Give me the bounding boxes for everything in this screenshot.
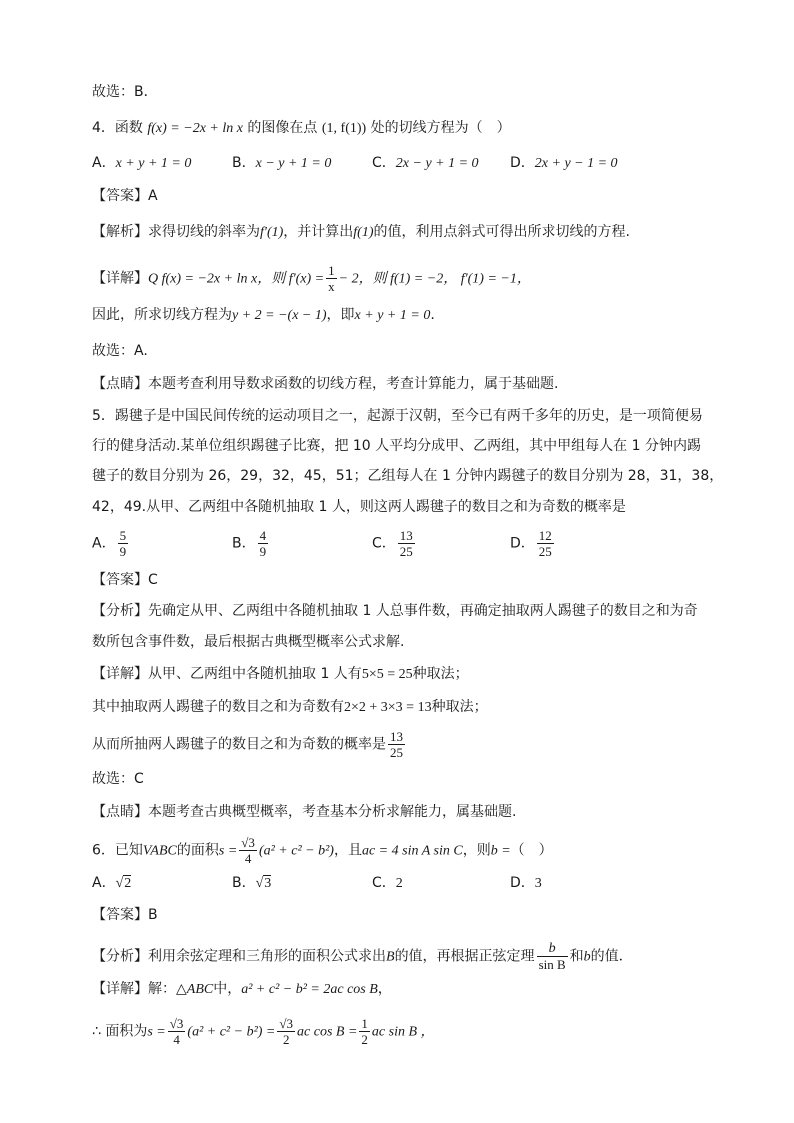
numerator: 12 [538, 528, 552, 543]
q4-answer [92, 186, 158, 206]
q6-detail [92, 979, 392, 1000]
text: 其中抽取两人踢毽子的数目之和为奇数有 [92, 699, 344, 715]
numerator: 13 [390, 729, 403, 744]
q4-option-b [232, 153, 331, 174]
option-label: A． [92, 875, 116, 891]
analysis-text: 的值，利用点斜式可得出所求切线的方程. [373, 224, 630, 240]
math-expr: (a² + c² − b²) [258, 843, 334, 859]
fraction [118, 528, 129, 559]
denominator: x [328, 279, 335, 294]
detail-tag: 【详解】 [92, 270, 148, 287]
q4-therefore [92, 305, 435, 326]
fraction [398, 528, 415, 559]
q5-detail-3 [92, 729, 407, 760]
detail-tag: 【详解】 [92, 666, 148, 682]
text: 42，49.从甲、乙两组中各随机抽取 1 人，则这两人踢毽子的数目之和为奇数的概率是 [92, 499, 626, 515]
math-expr: 5×5 = 25 [361, 667, 413, 682]
numerator: √3 [241, 835, 255, 850]
text: 的面积 [176, 842, 219, 859]
text: 中， [213, 981, 242, 997]
analysis-tag: 【解析】 [92, 224, 148, 240]
math-expr: f(1) [353, 225, 374, 240]
q5-answer [92, 570, 158, 590]
math-expr: △ABC [176, 982, 214, 997]
fraction [537, 528, 554, 559]
q5-line-2 [92, 436, 701, 456]
numerator: b [537, 941, 568, 957]
math-expr: b = [490, 843, 511, 859]
radicand: 2 [124, 876, 132, 891]
math-expr: ac sin B ， [371, 1024, 435, 1040]
denominator: 4 [244, 851, 252, 866]
q5-detail-1 [92, 664, 469, 685]
text: ，且 [333, 842, 362, 859]
text: 从而所抽两人踢毽子的数目之和为奇数的概率是 [92, 736, 386, 753]
option-label: B． [232, 875, 256, 891]
text: 和 [569, 948, 584, 965]
sqrt: √3 [255, 876, 272, 891]
q4-function: f(x) = −2x + ln x [147, 121, 243, 136]
numerator: 1 [361, 1016, 368, 1031]
sqrt: √2 [115, 876, 132, 891]
numerator: √3 [169, 1016, 184, 1031]
denominator: 2 [282, 1032, 290, 1047]
q4-option-d [510, 153, 618, 174]
q5-analysis-2 [92, 632, 404, 652]
denominator: 25 [399, 544, 413, 559]
text: 先确定从甲、乙两组中各随机抽取 1 人总事件数，再确定抽取两人踢毽子的数目之和为奇 [148, 603, 698, 619]
q6-option-d [510, 873, 542, 894]
text: 种取法； [431, 699, 488, 715]
option-value: 2x − y + 1 = 0 [395, 156, 479, 171]
text: 行的健身活动.某单位组织踢毽子比赛，把 10 人平均分成甲、乙两组，其中甲组每人在 1 分钟内踢 [92, 438, 701, 454]
text: . [430, 307, 435, 323]
q5-option-a [92, 528, 130, 559]
q5-comment [92, 802, 516, 822]
text: 6．已知 [92, 842, 143, 859]
q4-point: (1, f(1)) [321, 121, 367, 136]
fraction [239, 835, 257, 866]
math-expr: 2×2 + 3×3 = 13 [344, 700, 432, 715]
q5-line-3 [92, 466, 723, 486]
question-4-stem [92, 118, 511, 139]
text: （ ） [510, 842, 553, 859]
option-label: D． [510, 875, 535, 891]
text: ∴ 面积为 [92, 1023, 148, 1040]
numerator: 1 [328, 263, 335, 278]
q5-option-d [510, 528, 556, 559]
fraction [388, 729, 405, 760]
analysis-text: ，并计算出 [283, 224, 354, 240]
select-b-text: 故选：B． [92, 84, 158, 100]
option-value: x − y + 1 = 0 [255, 156, 332, 171]
text-line [92, 82, 158, 102]
answer-tag: 【答案】 [92, 188, 148, 204]
text: ，即 [326, 307, 355, 323]
option-label: D． [510, 155, 535, 171]
math-expr: − 2，则 f(1) = −2， f′(1) = −1， [338, 271, 531, 287]
answer-value: A [148, 188, 158, 204]
q4-select [92, 341, 148, 361]
q6-answer [92, 905, 158, 925]
q5-option-b [232, 528, 270, 559]
q5-option-c [372, 528, 417, 559]
q6-option-c [372, 873, 403, 894]
text: 数所包含事件数，最后根据古典概型概率公式求解. [92, 634, 405, 650]
text: 因此，所求切线方程为 [92, 307, 232, 323]
radicand: 3 [264, 876, 272, 891]
numerator: √3 [279, 1016, 294, 1031]
option-label: D． [510, 535, 535, 552]
math-expr: ac = 4 sin A sin C [361, 843, 463, 859]
option-label: B． [232, 155, 256, 171]
math-expr: ac cos B = [297, 1024, 358, 1040]
denominator: 9 [259, 544, 267, 559]
answer-tag: 【答案】 [92, 572, 148, 588]
text: 毽子的数目分别为 26，29，32，45，51；乙组每人在 1 分钟内踢毽子的数目分别为 28，31，38， [92, 468, 724, 484]
text: 的值，再根据正弦定理 [394, 948, 535, 965]
comment-tag: 【点睛】 [92, 376, 148, 392]
text: 解： [148, 981, 176, 997]
q5-detail-2 [92, 697, 488, 718]
option-value: 2 [395, 876, 403, 891]
option-value: 3 [534, 876, 542, 891]
text: 利用余弦定理和三角形的面积公式求出 [148, 948, 386, 965]
q5-analysis-1 [92, 601, 698, 621]
text: 种取法； [412, 666, 469, 682]
numerator: 4 [259, 528, 267, 543]
option-label: C． [372, 155, 396, 171]
math-expr: x + y + 1 = 0 [354, 308, 431, 323]
q6-analysis [92, 941, 633, 972]
q4-analysis [92, 222, 630, 243]
q4-comment [92, 374, 558, 394]
text: 5．踢毽子是中国民间传统的运动项目之一，起源于汉朝，至今已有两千多年的历史，是一项简便易 [92, 408, 703, 424]
text: ， [377, 981, 392, 997]
math-expr: f′(1) [260, 225, 284, 240]
q4-prefix: 4．函数 [92, 120, 143, 136]
answer-value: B [148, 907, 158, 923]
text: 故选：C [92, 771, 144, 787]
denominator: 25 [390, 745, 403, 760]
answer-tag: 【答案】 [92, 907, 148, 923]
q4-option-a [92, 153, 191, 174]
fraction [168, 1016, 186, 1047]
text: 从甲、乙两组中各随机抽取 1 人有 [148, 666, 362, 682]
denominator: 25 [538, 544, 552, 559]
q4-option-c [372, 153, 479, 174]
text: 故选：A. [92, 343, 148, 359]
math-expr: s = [218, 843, 238, 859]
fraction [258, 528, 269, 559]
math-expr: VABC [142, 843, 177, 859]
numerator: 5 [119, 528, 127, 543]
text: 本题考查利用导数求函数的切线方程，考查计算能力，属于基础题. [148, 376, 559, 392]
fraction [359, 1016, 370, 1047]
text: ，则 [462, 842, 491, 859]
fraction [277, 1016, 295, 1047]
answer-value: C [148, 572, 158, 588]
denominator: sin B [538, 957, 566, 972]
fraction [537, 941, 568, 972]
q6-option-b [232, 873, 271, 894]
math-expr: a² + c² − b² = 2ac cos B [241, 982, 378, 997]
q6-option-a [92, 873, 131, 894]
text: 本题考查古典概型概率，考查基本分析求解能力，属基础题. [148, 804, 517, 820]
analysis-tag: 【分析】 [92, 948, 148, 965]
q5-line-1 [92, 406, 703, 426]
math-expr: B [386, 949, 395, 965]
text: 的值． [590, 948, 633, 965]
q4-mid: 的图像在点 [247, 120, 318, 136]
option-value: x + y + 1 = 0 [115, 156, 192, 171]
numerator: 13 [399, 528, 413, 543]
detail-tag: 【详解】 [92, 981, 148, 997]
math-expr: Q f(x) = −2x + ln x，则 f′(x) = [148, 271, 325, 287]
denominator: 9 [119, 544, 127, 559]
option-value: 2x + y − 1 = 0 [534, 156, 618, 171]
option-label: C． [372, 875, 396, 891]
analysis-text: 求得切线的斜率为 [148, 224, 260, 240]
q5-line-4 [92, 497, 626, 517]
option-label: C． [372, 535, 396, 552]
math-expr: s = [147, 1024, 166, 1040]
q4-detail [92, 263, 531, 294]
fraction [326, 263, 337, 294]
denominator: 2 [361, 1032, 368, 1047]
math-expr: b [583, 949, 591, 965]
q4-suffix: 处的切线方程为（ ） [370, 120, 511, 136]
math-expr: (a² + c² − b²) = [187, 1024, 276, 1040]
question-6-stem [92, 835, 553, 866]
q6-last-line [92, 1016, 435, 1047]
analysis-tag: 【分析】 [92, 603, 148, 619]
denominator: 4 [173, 1032, 180, 1047]
q5-select [92, 769, 144, 789]
comment-tag: 【点睛】 [92, 804, 148, 820]
math-expr: y + 2 = −(x − 1) [232, 308, 327, 323]
option-label: A． [92, 535, 116, 552]
option-label: A． [92, 155, 116, 171]
option-label: B． [232, 535, 256, 552]
